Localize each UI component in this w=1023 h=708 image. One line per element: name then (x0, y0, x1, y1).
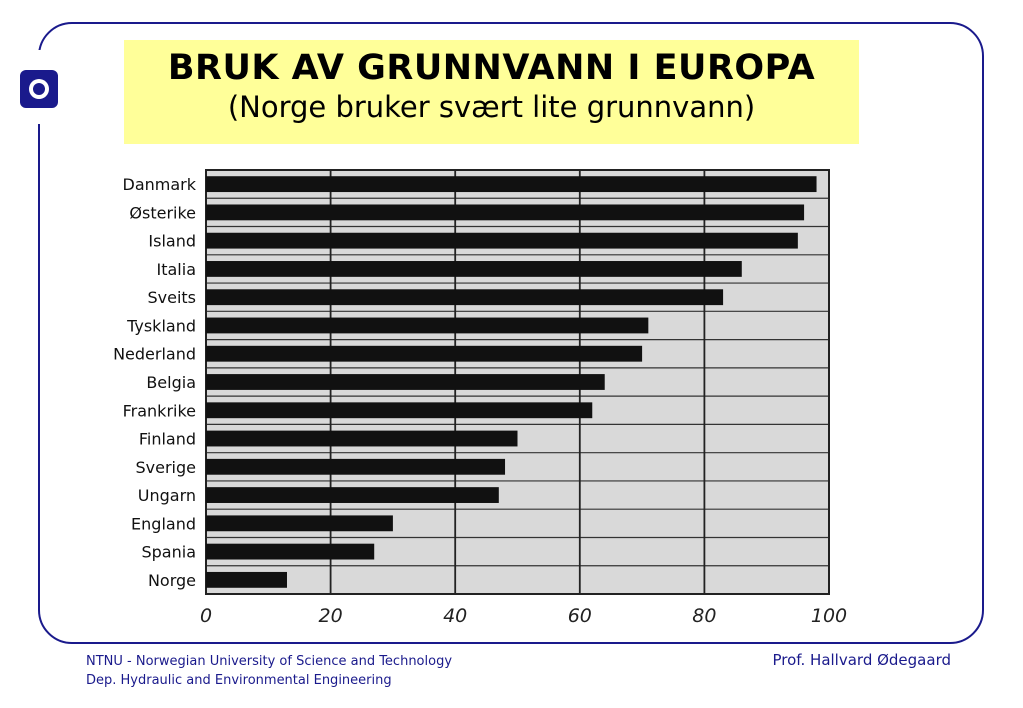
category-label: Island (148, 231, 196, 251)
bar (206, 572, 287, 588)
bar (206, 233, 798, 249)
category-label: Nederland (113, 344, 196, 364)
category-label: Frankrike (122, 401, 196, 421)
x-tick-label: 40 (443, 605, 468, 627)
x-tick-label: 20 (318, 605, 343, 627)
bar (206, 176, 817, 192)
bar (206, 459, 505, 475)
x-tick-label: 80 (692, 605, 717, 627)
bar (206, 431, 518, 447)
bar (206, 402, 592, 418)
footer-line-1: NTNU - Norwegian University of Science and Technology (86, 654, 453, 669)
category-label: Belgia (146, 373, 196, 392)
category-label: Sveits (147, 288, 196, 308)
category-label: England (131, 514, 196, 534)
x-tick-label: 0 (199, 605, 213, 627)
category-label: Norge (147, 570, 196, 590)
bar (206, 515, 393, 531)
slide-title: BRUK AV GRUNNVANN I EUROPA (167, 48, 816, 88)
category-label: Sverige (135, 457, 196, 477)
bar (206, 261, 742, 277)
bar (206, 318, 648, 334)
footer-author: Prof. Hallvard Ødegaard (772, 651, 951, 669)
footer-line-2: Dep. Hydraulic and Environmental Engineering (86, 673, 392, 688)
bar (206, 204, 804, 220)
category-label: Danmark (122, 175, 196, 195)
category-label: Italia (156, 259, 196, 279)
category-label: Østerike (129, 203, 196, 223)
footer-institution (86, 652, 452, 690)
bar (206, 289, 723, 305)
category-label: Tyskland (127, 316, 196, 336)
bar (206, 544, 374, 560)
slide-subtitle: (Norge bruker svært lite grunnvann) (227, 90, 756, 124)
bar (206, 346, 642, 362)
category-label: Ungarn (137, 486, 196, 506)
category-label: Finland (138, 429, 196, 449)
bar (206, 487, 499, 503)
bar (206, 374, 605, 390)
x-tick-label: 60 (567, 605, 592, 627)
category-label: Spania (141, 542, 196, 562)
x-tick-label: 100 (810, 605, 848, 627)
